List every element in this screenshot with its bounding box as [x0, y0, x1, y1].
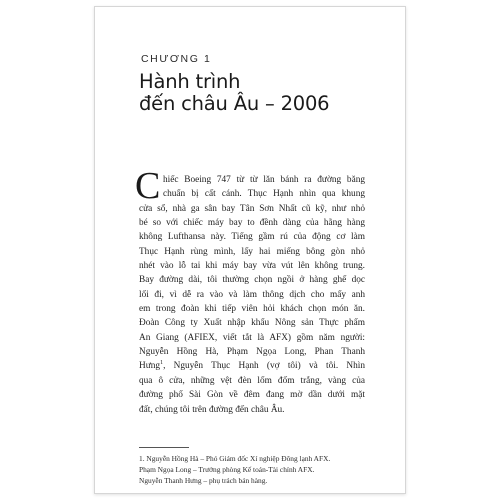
footnote-divider	[139, 447, 189, 448]
body-line: cửa sổ, nhà ga sân bay Tân Sơn Nhất cũ kỹ, như nhỏ	[139, 203, 365, 214]
chapter-title-line-2: đến châu Âu – 2006	[139, 92, 330, 115]
body-line: không Lufthansa này. Tiếng gầm rú của động cơ làm	[139, 232, 365, 243]
footnote-line: 1. Nguyễn Hồng Hà – Phó Giám đốc Xí nghiệp Đông lạnh AFX.	[139, 454, 331, 463]
body-line: hiếc Boeing 747 từ từ lăn bánh ra đường băng	[163, 175, 365, 185]
body-line: lối đi, vì dễ ra vào và làm thông dịch cho mấy anh	[139, 289, 365, 300]
chapter-title	[139, 71, 329, 115]
body-line: đường phố Sài Gòn về đêm đang mờ dần dưới mặt	[139, 390, 365, 401]
body-fragment: , Nguyễn Thục Hạnh (vợ tôi) và tôi. Nhìn	[163, 361, 365, 372]
book-page	[94, 6, 406, 494]
footnote-line: Nguyễn Thanh Hưng – phụ trách bán hàng.	[139, 476, 268, 486]
body-line: bé so với chiếc máy bay to đềnh dàng của hãng hàng	[139, 218, 365, 229]
footnotes	[139, 453, 365, 487]
body-line: qua ô cửa, những vệt đèn lốm đốm trắng, vàng của	[139, 375, 365, 386]
body-line: nhét vào lỗ tai khi máy bay vừa vút lên không trung.	[139, 261, 365, 272]
drop-cap: C	[135, 165, 161, 207]
body-line: chuẩn bị cất cánh. Thục Hạnh nhìn qua khung	[163, 189, 365, 200]
body-line	[139, 359, 365, 373]
body-line: Nguyễn Hồng Hà, Phạm Ngọa Long, Phan Thanh	[139, 347, 365, 358]
body-line: em trong đoàn khi tiếp viên hỏi khách chọn món ăn.	[139, 304, 365, 315]
body-fragment: Hưng	[139, 361, 161, 372]
body-line: Thục Hạnh rùng mình, lấy hai miếng bông gòn nhỏ	[139, 246, 365, 257]
footnote-line: Phạm Ngọa Long – Trưởng phòng Kế toán-Tài chính AFX.	[139, 465, 315, 475]
body-line: Bay đường dài, tôi thường chọn ngồi ở hàng ghế dọc	[139, 275, 365, 286]
body-line: An Giang (AFIEX, viết tắt là AFX) gồm năm người:	[139, 332, 365, 343]
chapter-title-line-1: Hành trình	[139, 70, 241, 93]
chapter-label: CHƯƠNG 1	[141, 53, 212, 65]
footnote-ref: 1	[160, 360, 164, 367]
body-text	[139, 173, 365, 417]
body-line: đất, chúng tôi trên đường đến châu Âu.	[139, 404, 285, 415]
body-line: Đoàn Công ty Xuất nhập khẩu Nông sản Thực phẩm	[139, 318, 365, 329]
